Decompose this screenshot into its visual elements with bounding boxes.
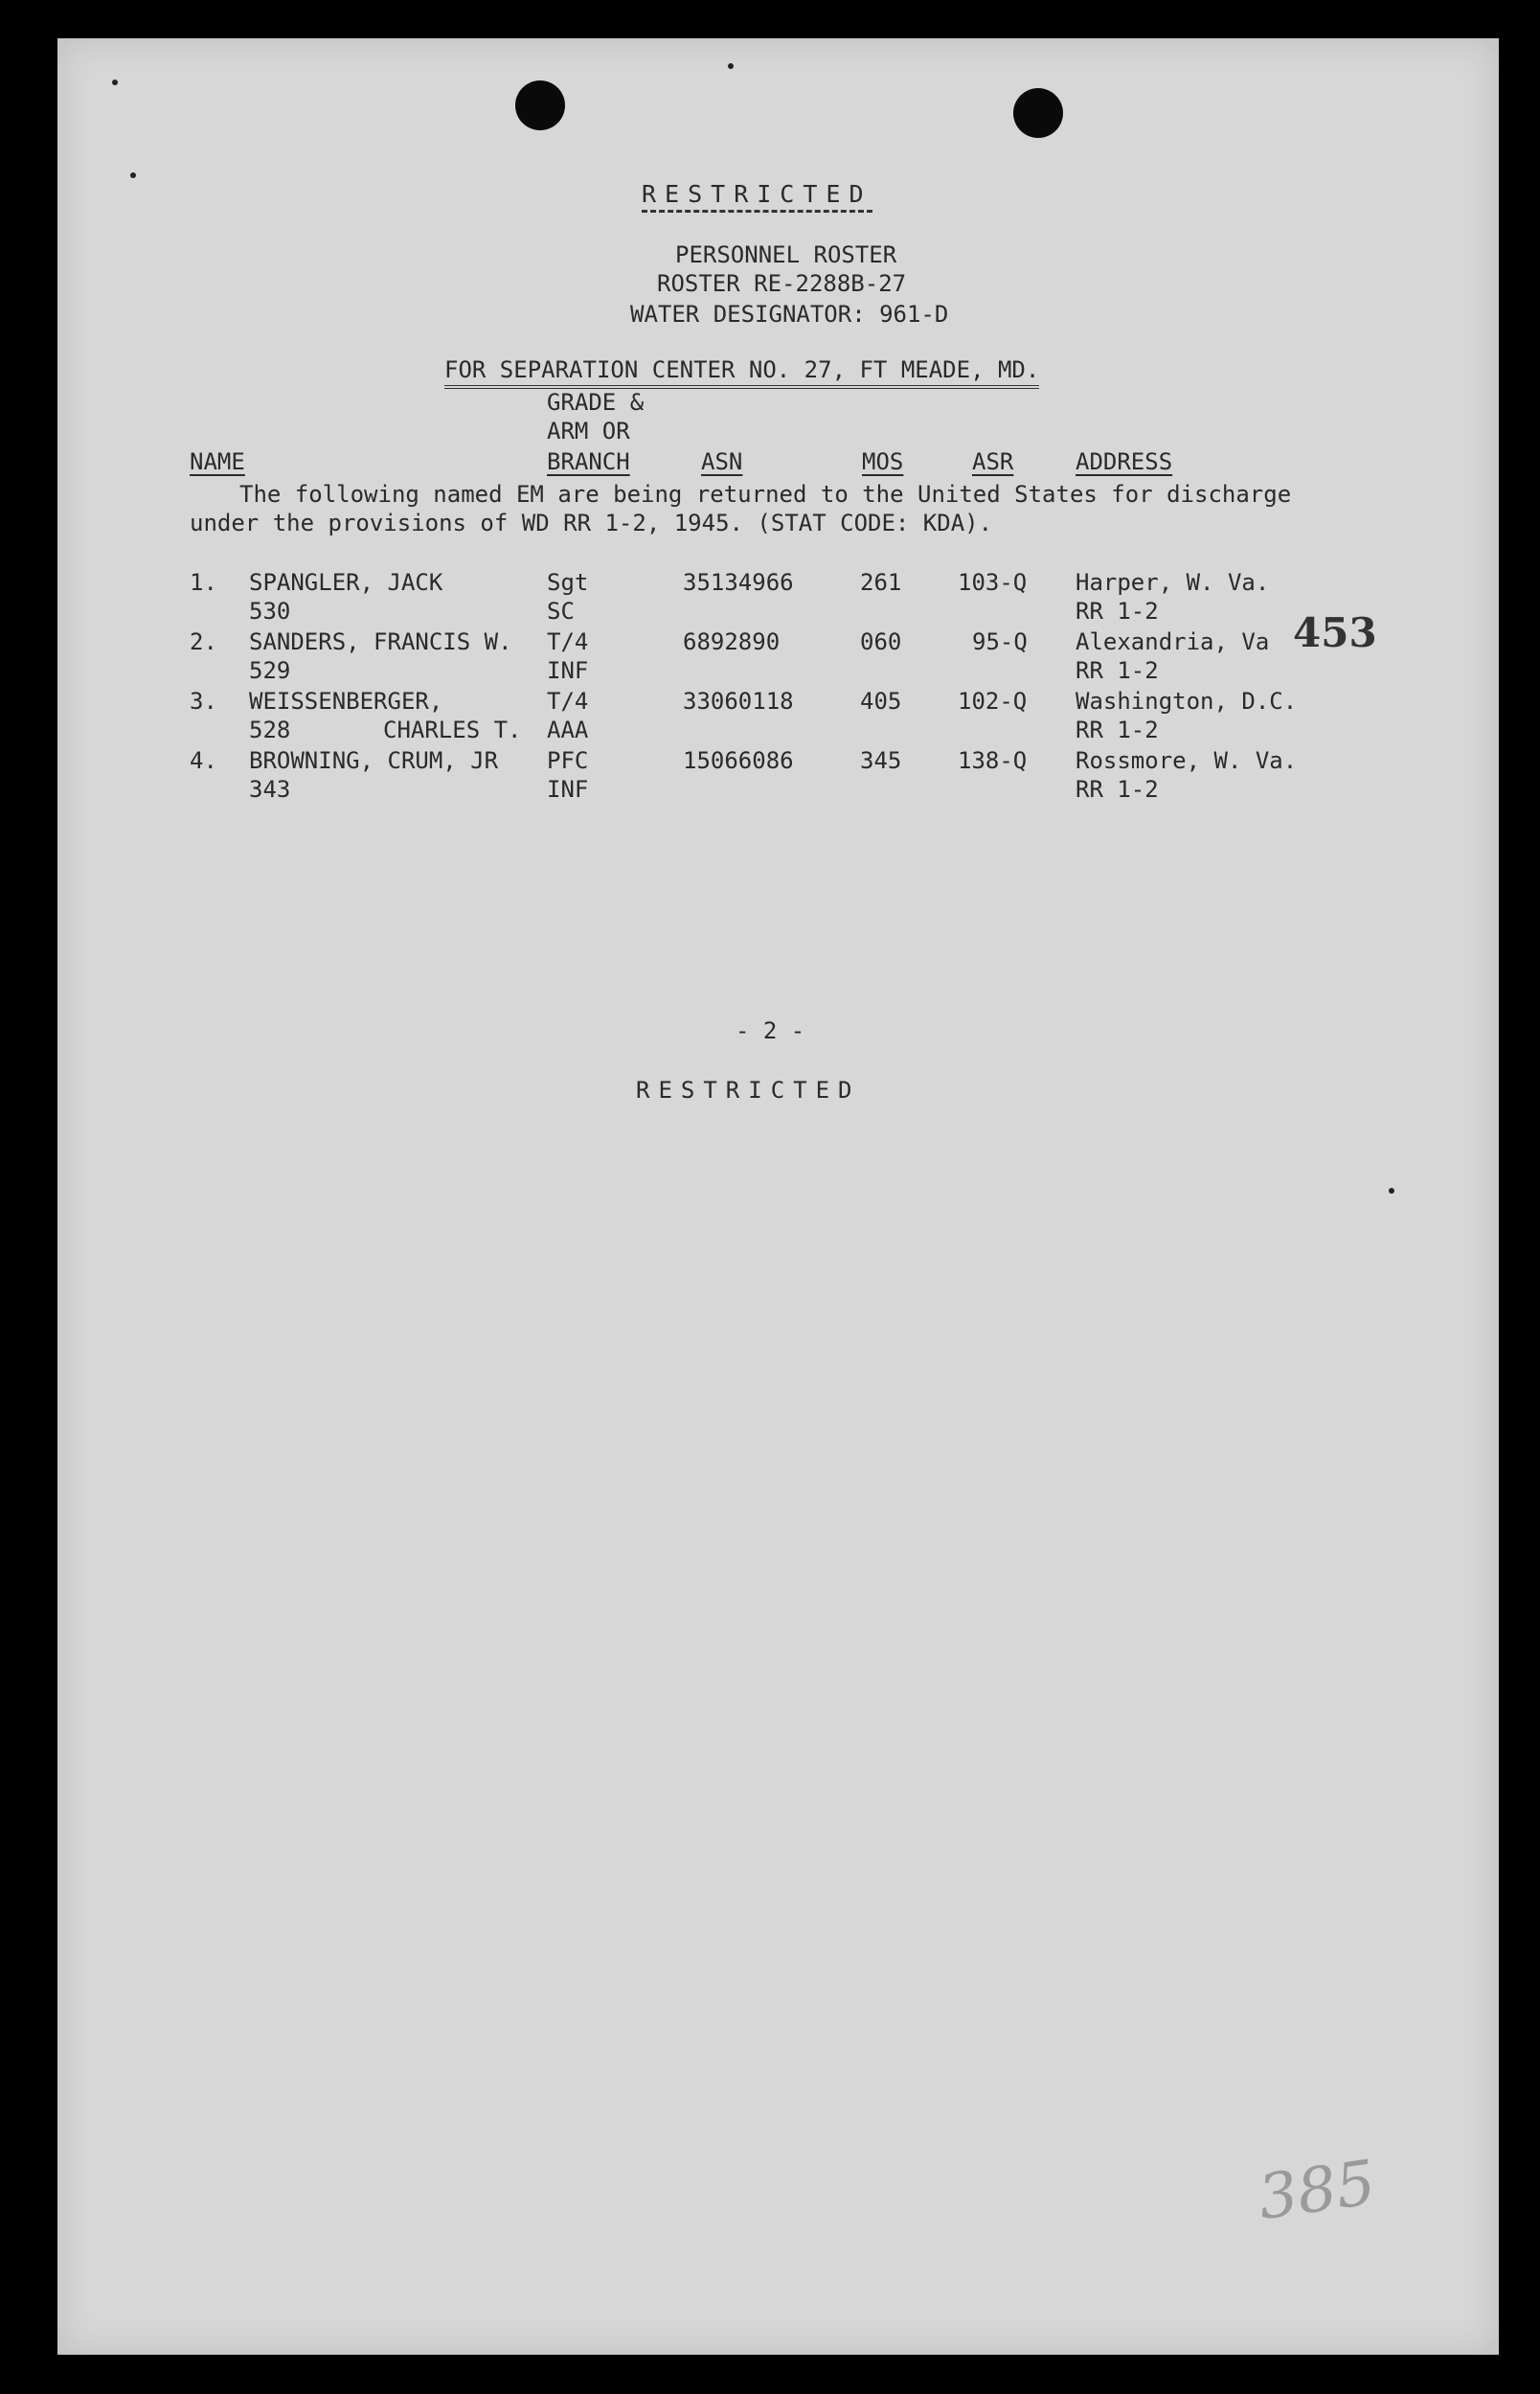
destination-line: FOR SEPARATION CENTER NO. 27, FT MEADE, MD. [444,356,1039,389]
water-designator: WATER DESIGNATOR: 961-D [630,301,949,328]
row-asn: 15066086 [683,747,794,774]
row-asr: 103-Q [958,569,1028,596]
row-asn: 6892890 [683,628,781,655]
page-number: - 2 - [736,1017,805,1044]
row-address-2: RR 1-2 [1076,598,1159,625]
punch-hole-left [515,80,565,130]
row-grade: Sgt [547,569,589,596]
row-name: SPANGLER, JACK [249,569,443,596]
roster-title: PERSONNEL ROSTER [675,241,897,268]
row-asr: 138-Q [958,747,1028,774]
document-page [57,38,1499,2355]
row-sub-number: 343 [249,776,291,803]
stamp-number: 453 [1293,609,1377,656]
row-grade: T/4 [547,688,589,715]
row-address: Washington, D.C. [1076,688,1298,715]
intro-line-1: The following named EM are being returned to the United States for discharge [239,481,1292,508]
row-sub-number: 528 [249,717,291,743]
roster-number: ROSTER RE-2288B-27 [657,270,907,297]
col-grade-line1: GRADE & [547,389,645,416]
row-address: Harper, W. Va. [1076,569,1270,596]
row-name: SANDERS, FRANCIS W. [249,628,512,655]
row-sub-number: 529 [249,657,291,684]
classification-header: RESTRICTED [642,180,872,208]
intro-line-2: under the provisions of WD RR 1-2, 1945. (STAT CODE: KDA). [190,510,993,536]
row-asn: 33060118 [683,688,794,715]
row-name: WEISSENBERGER, [249,688,443,715]
row-asr: 95-Q [972,628,1028,655]
col-asn: ASN [701,448,743,475]
speck [1389,1188,1394,1194]
row-address-2: RR 1-2 [1076,717,1159,743]
row-number: 1. [190,569,217,596]
col-address: ADDRESS [1076,448,1173,475]
col-asr: ASR [972,448,1014,475]
col-name: NAME [190,448,245,475]
row-number: 4. [190,747,217,774]
row-branch: SC [547,598,575,625]
col-grade-line3: BRANCH [547,448,630,475]
row-name: BROWNING, CRUM, JR [249,747,499,774]
row-address: Alexandria, Va [1076,628,1270,655]
row-grade: PFC [547,747,589,774]
row-name-continued: CHARLES T. [383,717,522,743]
col-grade-line2: ARM OR [547,418,630,445]
speck [728,63,734,69]
row-branch: INF [547,657,589,684]
row-mos: 060 [860,628,902,655]
row-address-2: RR 1-2 [1076,657,1159,684]
row-branch: INF [547,776,589,803]
row-mos: 345 [860,747,902,774]
row-number: 2. [190,628,217,655]
row-asr: 102-Q [958,688,1028,715]
row-branch: AAA [547,717,589,743]
row-sub-number: 530 [249,598,291,625]
speck [130,172,136,178]
classification-footer: RESTRICTED [636,1077,861,1104]
row-address: Rossmore, W. Va. [1076,747,1298,774]
handwritten-number: 385 [1254,2147,1380,2235]
row-address-2: RR 1-2 [1076,776,1159,803]
row-mos: 261 [860,569,902,596]
row-asn: 35134966 [683,569,794,596]
speck [112,80,118,85]
punch-hole-right [1013,88,1063,138]
row-grade: T/4 [547,628,589,655]
row-mos: 405 [860,688,902,715]
col-mos: MOS [862,448,904,475]
row-number: 3. [190,688,217,715]
